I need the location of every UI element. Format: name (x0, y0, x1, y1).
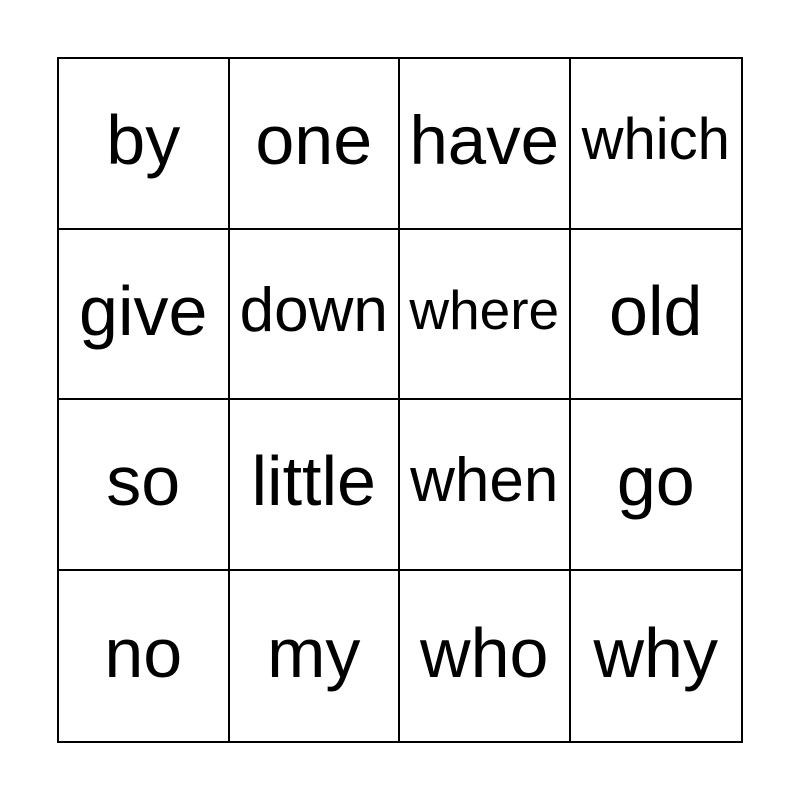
bingo-cell[interactable] (230, 571, 401, 742)
bingo-cell[interactable] (571, 571, 742, 742)
bingo-card (57, 57, 743, 743)
bingo-cell-word: old (609, 271, 703, 350)
bingo-cell[interactable] (571, 400, 742, 571)
bingo-cell[interactable] (59, 400, 230, 571)
bingo-cell-word: when (410, 446, 559, 516)
bingo-cell-word: give (79, 271, 208, 350)
bingo-cell[interactable] (230, 59, 401, 230)
bingo-cell[interactable] (59, 59, 230, 230)
bingo-cell[interactable] (230, 230, 401, 401)
bingo-cell-word: who (420, 613, 549, 692)
bingo-cell[interactable] (400, 400, 571, 571)
bingo-cell-word: so (106, 442, 181, 521)
bingo-grid (57, 57, 743, 743)
bingo-cell-word: no (104, 613, 183, 692)
bingo-cell-word: why (593, 613, 718, 692)
bingo-cell-word: one (255, 101, 373, 180)
bingo-cell[interactable] (59, 571, 230, 742)
bingo-cell[interactable] (571, 230, 742, 401)
bingo-cell-word: have (409, 101, 560, 179)
bingo-cell[interactable] (230, 400, 401, 571)
bingo-cell-word: down (239, 275, 388, 345)
bingo-cell[interactable] (400, 59, 571, 230)
bingo-cell[interactable] (571, 59, 742, 230)
bingo-cell-word: where (409, 279, 560, 342)
bingo-cell[interactable] (400, 571, 571, 742)
bingo-cell[interactable] (59, 230, 230, 401)
bingo-cell-word: little (251, 442, 376, 521)
bingo-cell-word: which (581, 107, 730, 173)
bingo-cell[interactable] (400, 230, 571, 401)
bingo-cell-word: my (267, 613, 361, 692)
bingo-cell-word: by (106, 101, 181, 180)
bingo-cell-word: go (616, 442, 695, 521)
